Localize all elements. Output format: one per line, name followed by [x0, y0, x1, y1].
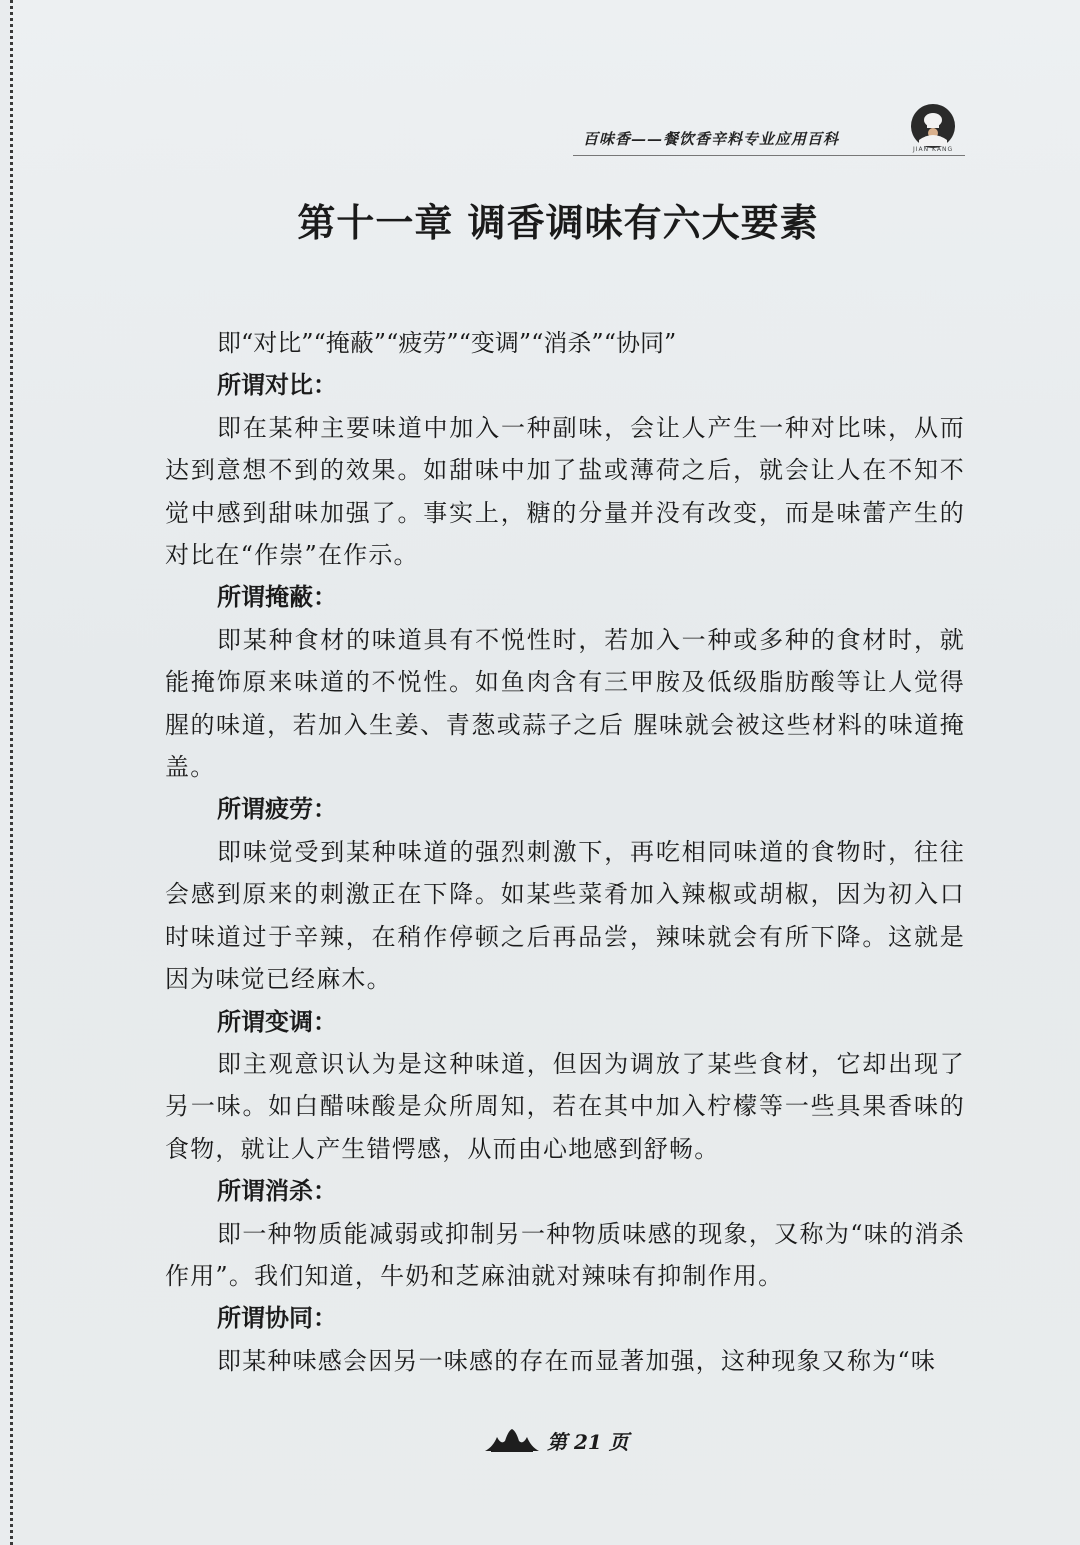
section-text-contrast: 即在某种主要味道中加入一种副味，会让人产生一种对比味，从而达到意想不到的效果。如甜味中加了盐或薄荷之后，就会让人在不知不觉中感到甜味加强了。事实上，糖的分量并没有改变，而是味蕾产生的对比在“作崇”在作示。	[165, 413, 965, 570]
header-divider	[573, 155, 965, 156]
section-heading-contrast: 所谓对比：	[217, 370, 337, 400]
section-heading-modulation: 所谓变调：	[217, 1006, 337, 1036]
running-header: 百味香——餐饮香辛料专业应用百科	[583, 130, 840, 148]
section-text-masking: 即某种食材的味道具有不悦性时，若加入一种或多种的食材时，就能掩饰原来味道的不悦性。如鱼肉含有三甲胺及低级脂肪酸等让人觉得腥的味道，若加入生姜、青葱或蒜子之后 腥味就会被这些材料的味道掩盖。	[165, 625, 965, 782]
section-heading-synergy: 所谓协同：	[217, 1303, 337, 1333]
section-heading-fatigue: 所谓疲劳：	[217, 794, 337, 824]
section-heading-masking: 所谓掩蔽：	[217, 582, 337, 612]
section-text-fatigue: 即味觉受到某种味道的强烈刺激下，再吃相同味道的食物时，往往会感到原来的刺激正在下降。如某些菜肴加入辣椒或胡椒，因为初入口时味道过于辛辣，在稍作停顿之后再品尝，辣味就会有所下降。这就是因为味觉已经麻木。	[165, 837, 965, 994]
section-text-synergy: 即某种味感会因另一味感的存在而显著加强，这种现象又称为“味	[217, 1346, 937, 1375]
section-text-suppression: 即一种物质能减弱或抑制另一种物质味感的现象，又称为“味的消杀作用”。我们知道，牛奶和芝麻油就对辣味有抑制作用。	[165, 1219, 965, 1290]
lotus-ornament-icon	[483, 1427, 541, 1453]
chapter-title: 第十一章 调香调味有六大要素	[297, 200, 819, 245]
lead-line: 即“对比”“掩蔽”“疲劳”“变调”“消杀”“协同”	[217, 329, 677, 357]
page-footer	[483, 1425, 629, 1455]
book-page	[10, 0, 1080, 1545]
chapter-body	[165, 322, 965, 1382]
section-text-modulation: 即主观意识认为是这种味道，但因为调放了某些食材，它却出现了另一味。如白醋味酸是众所周知，若在其中加入柠檬等一些具果香味的食物，就让人产生错愕感，从而由心地感到舒畅。	[165, 1049, 965, 1163]
logo-caption: JIAN KANG	[913, 146, 954, 153]
section-heading-suppression: 所谓消杀：	[217, 1176, 337, 1206]
page-number: 第 21 页	[547, 1429, 629, 1454]
